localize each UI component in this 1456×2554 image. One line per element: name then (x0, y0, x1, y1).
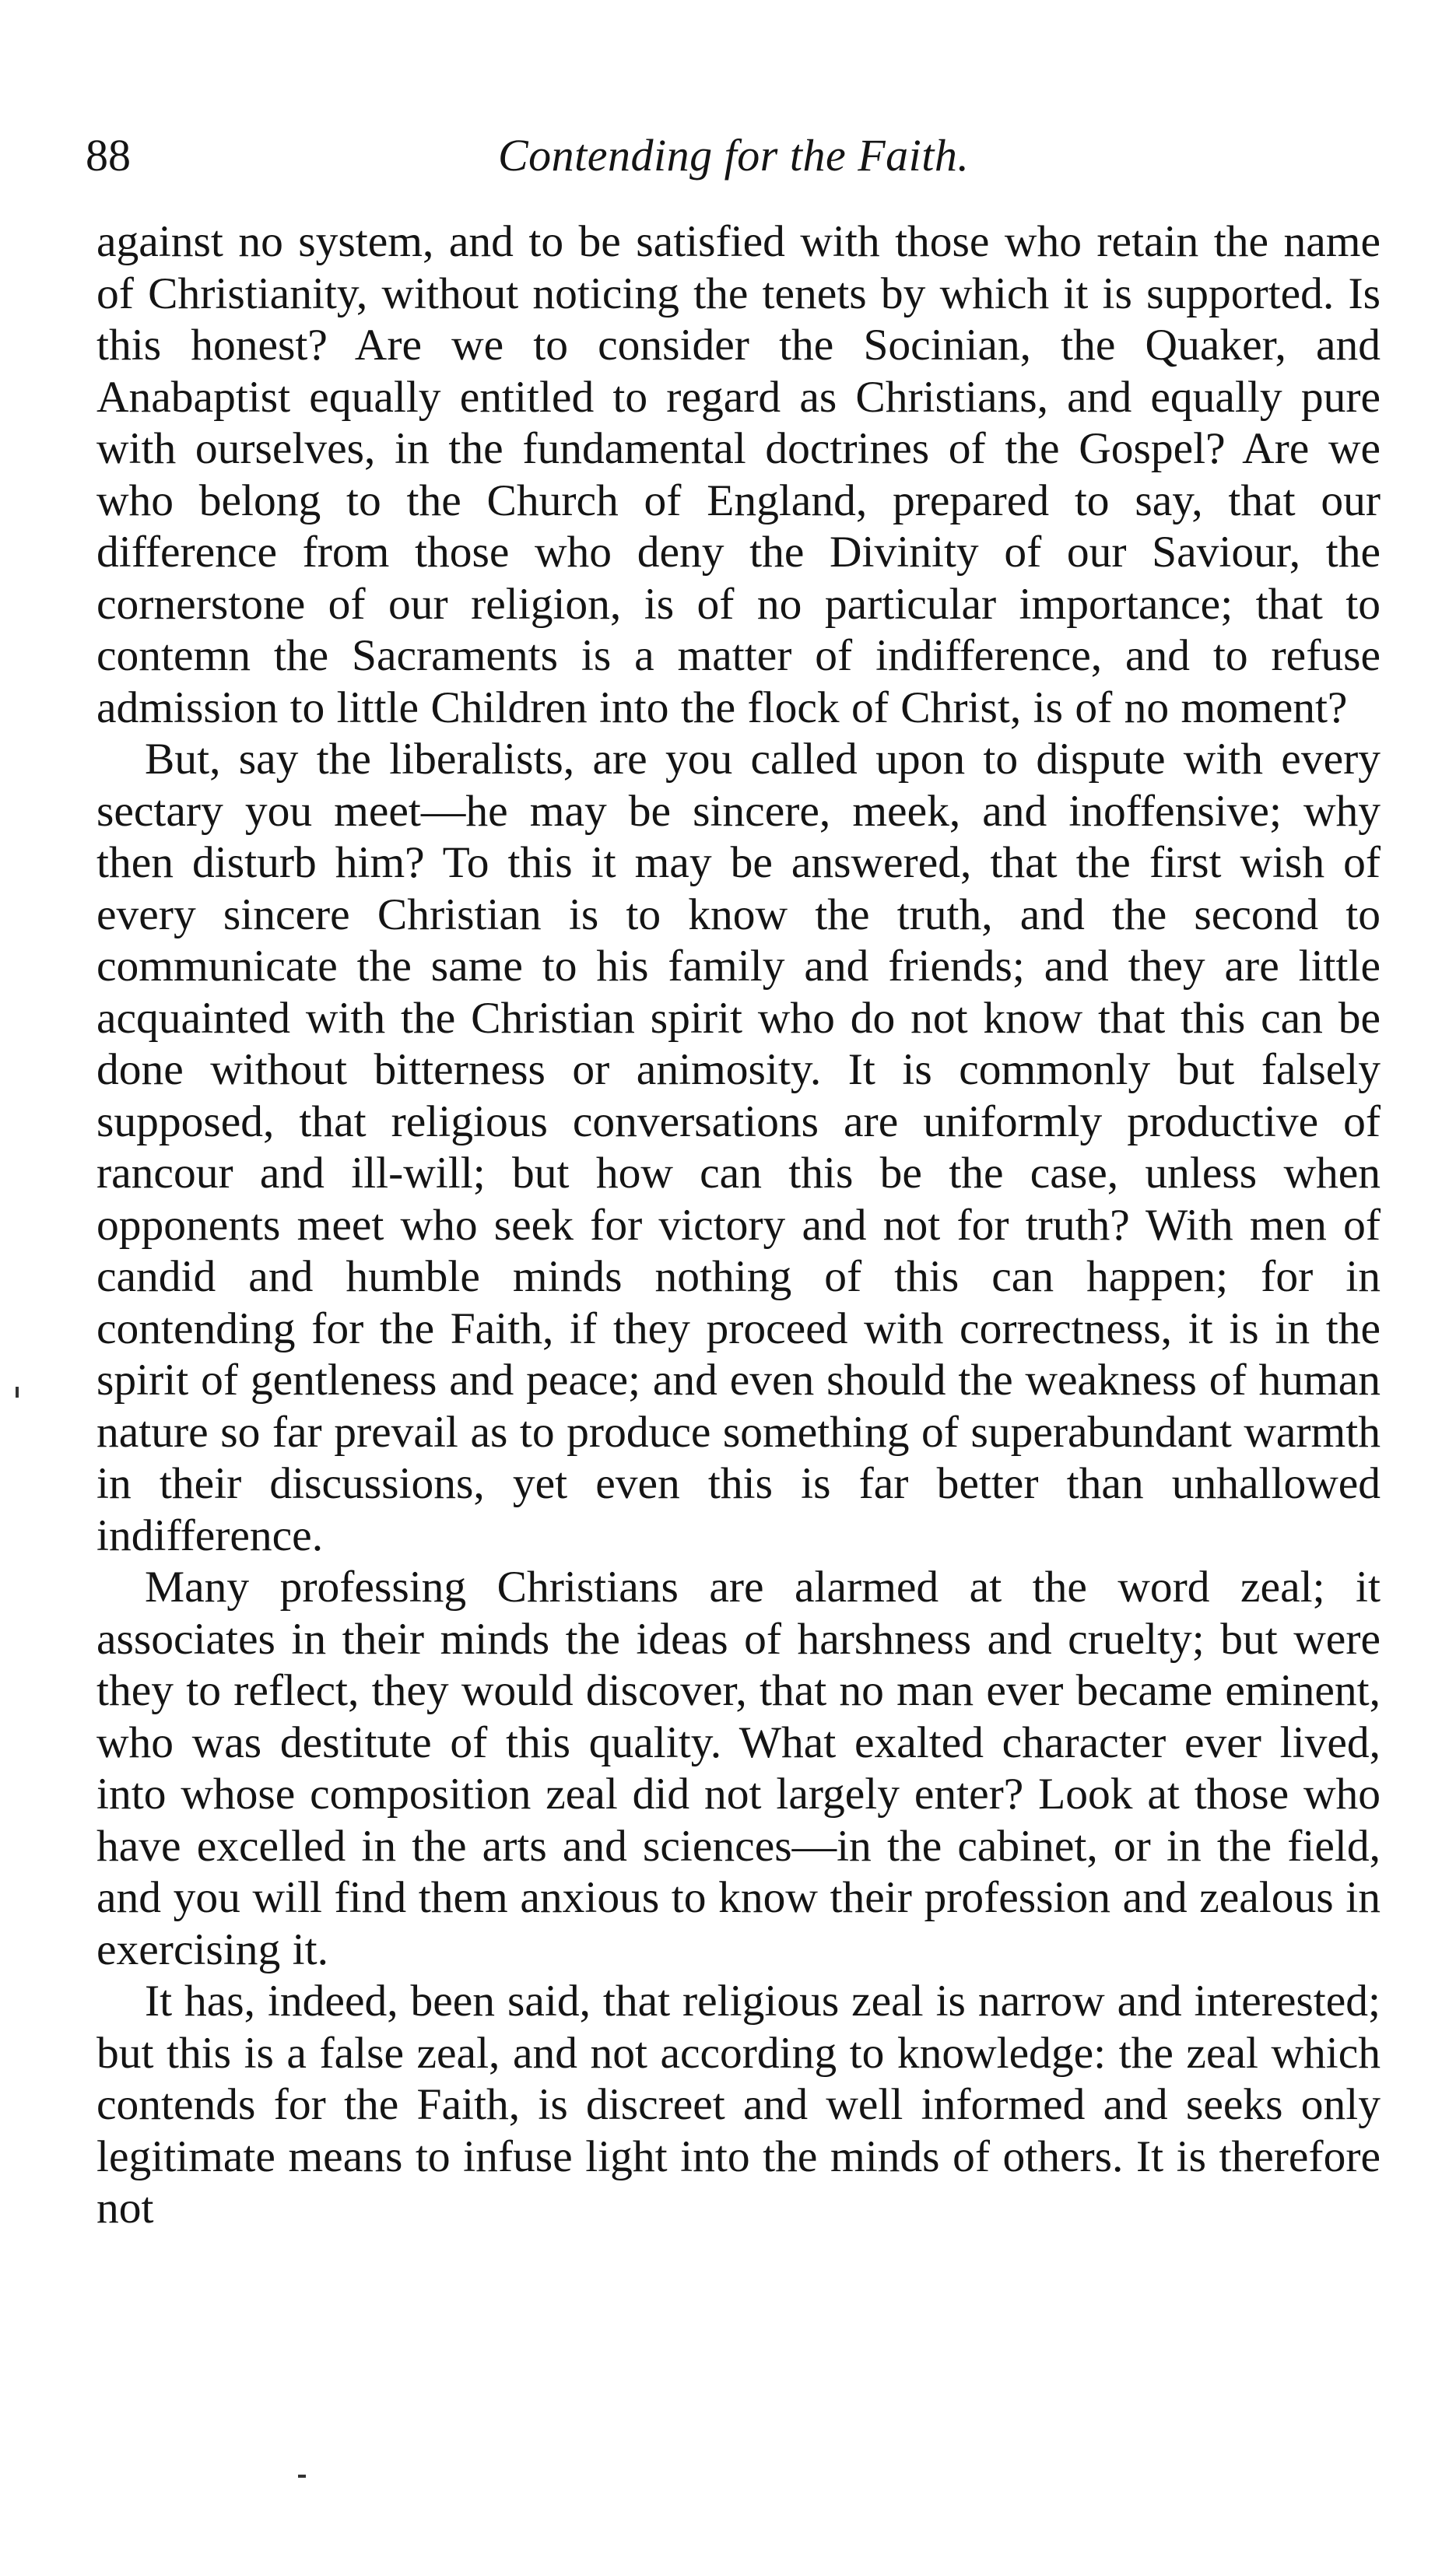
paragraph-2: But, say the liberalists, are you called upon to dispute with every sectary you meet—he may be sincere, meek, and inoffensive; why then disturb him? To this it may be answered, that the first wish of every sincere Christian is to know the truth, and the second to communicate the same to his family and friends; and they are little acquainted with the Christian spirit who do not know that this can be done without bitterness or animosity. It is commonly but falsely supposed, that religious conversations are uniformly productive of rancour and ill-will; but how can this be the case, unless when opponents meet who seek for victory and not for truth? With men of candid and humble minds nothing of this can happen; for in contending for the Faith, if they proceed with correctness, it is in the spirit of gentleness and peace; and even should the weakness of human nature so far prevail as to produce something of superabundant warmth in their discussions, yet even this is far better than unhallowed indifference. (96, 735, 1381, 1560)
page-number: 88 (86, 130, 131, 181)
paragraph-3: Many professing Christians are alarmed at the word zeal; it associates in their minds the ideas of harshness and cruelty; but were they to reflect, they would discover, that no man ever became eminent, who was destitute of this quality. What exalted character ever lived, into whose composition zeal did not largely enter? Look at those who have excelled in the arts and sciences—in the cabinet, or in the field, and you will find them anxious to know their profession and zealous in exercising it. (96, 1563, 1381, 1974)
paragraph-4: It has, indeed, been said, that religious zeal is narrow and interested; but this is a false zeal, and not according to knowledge: the zeal which contends for the Faith, is discreet and well informed and seeks only legitimate means to infuse light into the minds of others. It is therefore not (96, 1977, 1381, 2233)
page-header (86, 125, 1370, 187)
paragraph-1: against no system, and to be satisfied with those who retain the name of Christianity, without noticing the tenets by which it is supported. Is this honest? Are we to consider the Socinian, the Quaker, and Anabaptist equally entitled to regard as Christians, and equally pure with ourselves, in the fundamental doctrines of the Gospel? Are we who belong to the Church of England, prepared to say, that our difference from those who deny the Divinity of our Saviour, the cornerstone of our religion, is of no particular importance; that to contemn the Sacraments is a matter of indifference, and to refuse admission to little Children into the flock of Christ, is of no moment? (96, 217, 1381, 732)
body-text (96, 216, 1381, 2235)
running-head: Contending for the Faith. (498, 130, 970, 181)
bottom-speck (298, 2475, 306, 2478)
margin-speck (16, 1387, 19, 1398)
